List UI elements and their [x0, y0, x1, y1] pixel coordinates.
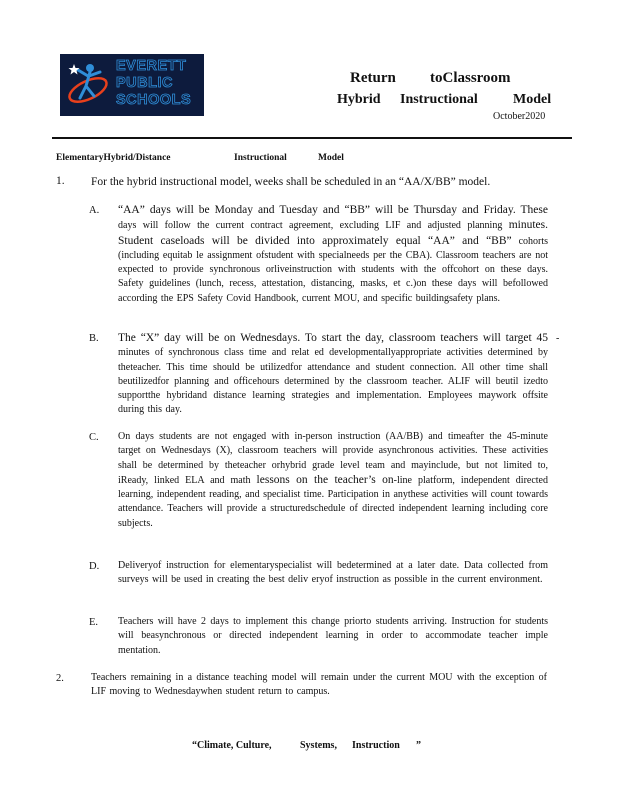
item-2-text: Teachers remaining in a distance teaching model will remain under the current MOU with the exception of LIF moving to Wednesdaywhen student return to campus.	[91, 672, 547, 698]
subtitle-word-3: Model	[513, 92, 552, 107]
subtitle-word-1: Hybrid	[337, 92, 381, 107]
document-date: October2020	[493, 111, 546, 122]
subitem-d-text: Deliveryof instruction for elementaryspecialist will bedetermined at a later date. Data collected from surveys will be used in creating the best deliv eryof instruction as possible in the current environment.	[118, 560, 548, 586]
subitem-b-lead: The “X” day will be on Wednesdays. To start the day, classroom teachers will target 45	[118, 332, 548, 344]
document-subtitle	[337, 92, 552, 110]
subitem-b-letter: B.	[89, 333, 99, 344]
footer-motto	[192, 740, 432, 752]
footer-part-1: “Climate, Culture,	[192, 740, 272, 751]
section-heading-part-1: ElementaryHybrid/Distance	[56, 153, 171, 163]
logo-text-line1: EVERETT	[116, 58, 187, 74]
subitem-c-mid: lessons on the teacher’s on	[256, 473, 394, 486]
subitem-a-body: days will follow the current contract agreement, excluding LIF and adjusted planning	[118, 220, 503, 232]
footer-part-4: ”	[416, 740, 421, 751]
item-1-number: 1.	[56, 175, 65, 187]
section-heading	[56, 153, 356, 165]
subitem-a-text	[118, 203, 548, 306]
logo-text-line3: SCHOOLS	[116, 92, 192, 108]
subitem-a-letter: A.	[89, 205, 100, 216]
section-heading-part-3: Model	[318, 153, 344, 163]
subitem-b-dash: -	[556, 333, 560, 344]
subitem-b-rest: minutes of synchronous class time and relat ed developmentallyappropriate activities determined by theteacher. This time should be utilizedfor attendance and student connection. All other time shall beutilizedfor planning and officehours determined by the classroom teacher. ALIF will beutil izedto supportthe hybridand distance learning strategies and implementation. Employees maywork offsite during this day.	[118, 347, 548, 416]
header-divider	[52, 137, 572, 139]
title-word-1: Return	[350, 70, 396, 86]
subitem-a-lead: “AA” days will be Monday and Tuesday and “BB” will be Thursday and Friday. These	[118, 204, 548, 216]
subitem-a-mid: minutes. Student caseloads will be divided into approximately equal “AA” and “BB”	[118, 219, 549, 247]
document-title	[350, 70, 510, 87]
item-2-number: 2.	[56, 673, 64, 684]
subitem-d-letter: D.	[89, 561, 100, 572]
subitem-e-text: Teachers will have 2 days to implement this change priorto students arriving. Instruction for students will beasynchronous or directed independent learning in order to accommodate teacher imple mentation.	[118, 616, 548, 656]
footer-part-2: Systems,	[300, 740, 337, 751]
footer-part-3: Instruction	[352, 740, 400, 751]
item-1-text: For the hybrid instructional model, weeks shall be scheduled in an “AA/X/BB” model.	[91, 176, 491, 188]
subitem-c-rest: -line platform, independent directed learning, independent reading, and specialist time. Participation in anythese activities will count towards attendance. Teachers will provide a structuredschedule of directed independent learning including core subjects.	[118, 474, 548, 529]
title-word-2: toClassroom	[430, 70, 511, 86]
subitem-a-rest: cohorts (including equitab le assignment ofstudent with specialneeds per the CBA). Classroom teachers are not expected to provide synchronous orliveinstruction with students with the offcohort on these days. Safety guidelines (lunch, recess, attestation, distancing, masks, et c.)on these days will befollowed according the EPS Safety Covid Handbook, current MOU, and specific buildingsafety plans.	[118, 235, 549, 304]
logo-text-line2: PUBLIC	[116, 75, 173, 91]
district-logo	[60, 54, 204, 116]
subitem-b-text	[118, 331, 548, 418]
subtitle-word-2: Instructional	[400, 92, 478, 107]
subitem-c-body: On days students are not engaged with in-person instruction (AA/BB) and timeafter the 45-minute target on Wednesdays (X), classroom teachers will provide asynchronous activities. These activities shall be determined by theteacher orhybrid grade level team and mayinclude, but not limited to, iReady, linked ELA and math	[118, 431, 548, 486]
section-heading-part-2: Instructional	[234, 153, 287, 163]
subitem-c-letter: C.	[89, 432, 99, 443]
subitem-c-text	[118, 430, 548, 531]
subitem-e-letter: E.	[89, 617, 99, 628]
